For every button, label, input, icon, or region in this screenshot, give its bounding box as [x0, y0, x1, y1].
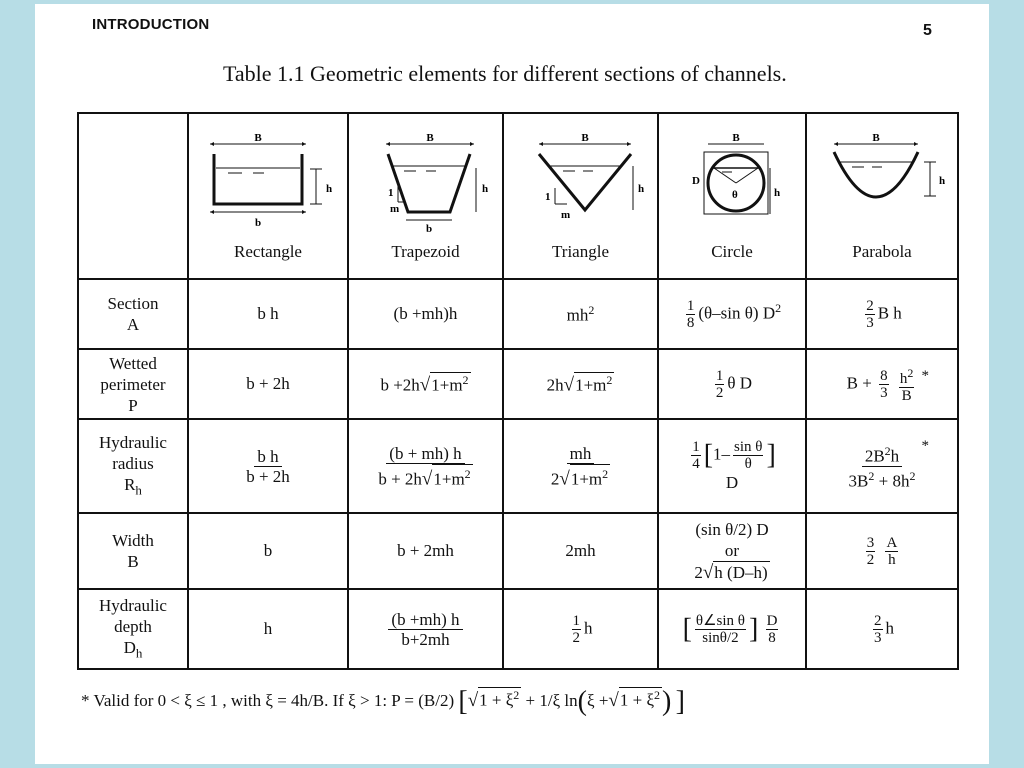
label-theta: θ	[732, 189, 738, 201]
cell-circ-area	[658, 279, 806, 349]
denominator: 8	[768, 629, 776, 646]
cell-tri-radius	[503, 419, 658, 513]
fraction	[885, 535, 898, 568]
label-one: 1	[544, 191, 550, 203]
radicand: h (D–h)	[714, 563, 768, 582]
cell-tri-area	[503, 279, 658, 349]
cell-para-area	[806, 279, 958, 349]
shape-cell-trapezoid	[348, 113, 503, 279]
denominator: sinθ/2	[702, 629, 739, 646]
label-b: b	[254, 217, 262, 229]
row-header-area	[78, 279, 188, 349]
cell-circ-width	[658, 513, 806, 589]
fraction	[548, 444, 613, 489]
formula-text: 1–	[713, 444, 731, 464]
numerator: (b + mh) h	[386, 444, 464, 464]
cell-trap-perimeter	[348, 349, 503, 419]
numerator: (b +mh) h	[388, 610, 462, 630]
shape-label-triangle: Triangle	[552, 242, 609, 261]
denominator: 2	[866, 551, 875, 568]
fraction	[733, 439, 763, 472]
label-one: 1	[387, 187, 393, 199]
shape-label-circle: Circle	[711, 242, 753, 261]
fraction	[766, 613, 779, 646]
page-number: 5	[923, 22, 932, 39]
radicand	[430, 372, 470, 396]
shape-cell-rectangle	[188, 113, 348, 279]
formula-text: 3B	[848, 471, 869, 491]
numerator: 1	[572, 612, 580, 629]
denominator	[548, 464, 613, 489]
fraction	[691, 439, 701, 472]
sqrt-icon: √	[563, 374, 575, 396]
fraction	[686, 298, 696, 331]
denominator: b + 2h	[246, 466, 290, 486]
numerator: 2	[874, 612, 882, 629]
label-B: B	[872, 132, 880, 144]
table-row	[78, 113, 958, 279]
formula-text: mh	[566, 305, 589, 325]
cell-rect-perimeter: b + 2h	[188, 349, 348, 419]
subscript: h	[135, 482, 142, 498]
row-symbol: A	[126, 315, 140, 334]
exponent: 2	[602, 466, 609, 481]
formula-text: (θ–sin θ) D	[698, 302, 776, 322]
formula-text: B +	[846, 372, 872, 392]
denominator: B	[901, 387, 912, 404]
fraction	[846, 442, 919, 490]
row-label: Hydraulic	[99, 595, 167, 615]
cell-rect-depth: h	[188, 589, 348, 669]
numerator: 8	[880, 367, 888, 384]
denominator: 2	[572, 629, 580, 646]
formula-text: h	[584, 617, 593, 637]
table-row	[78, 513, 958, 589]
exponent: 2	[464, 466, 471, 481]
numerator: 1	[715, 367, 724, 384]
cell-trap-depth	[348, 589, 503, 669]
table-row	[78, 589, 958, 669]
label-h: h	[326, 183, 333, 195]
cell-para-depth	[806, 589, 958, 669]
exponent: 2	[588, 302, 595, 317]
row-header-width	[78, 513, 188, 589]
formula-text: 1+m	[433, 469, 465, 489]
label-h: h	[637, 183, 644, 195]
left-paren-icon: (	[577, 686, 587, 717]
row-header-radius	[78, 419, 188, 513]
label-B: B	[732, 132, 740, 144]
cell-para-radius	[806, 419, 958, 513]
right-bracket-icon: ]	[675, 686, 685, 717]
label-B: B	[580, 132, 589, 144]
cell-para-perimeter	[806, 349, 958, 419]
section-header: INTRODUCTION	[92, 16, 210, 33]
exponent: 2	[884, 443, 891, 458]
exponent: 2	[654, 688, 661, 703]
shape-label-parabola: Parabola	[852, 242, 912, 261]
radicand	[478, 687, 521, 711]
table-row	[78, 349, 958, 419]
cell-circ-depth	[658, 589, 806, 669]
denominator: b+2mh	[401, 629, 450, 649]
exponent: 2	[513, 688, 520, 703]
label-h: h	[939, 175, 946, 187]
row-symbol: B	[127, 552, 139, 571]
formula-text: R	[124, 474, 136, 494]
radicand	[619, 687, 662, 711]
formula-text: 1 + ξ	[479, 690, 514, 710]
sqrt-icon: √	[467, 689, 479, 711]
formula-text: h	[890, 446, 900, 466]
cell-rect-radius	[188, 419, 348, 513]
formula-text: h	[899, 370, 908, 387]
fraction	[695, 613, 746, 646]
cell-circ-radius	[658, 419, 806, 513]
formula-line	[659, 561, 805, 583]
formula-text: 2	[550, 469, 560, 489]
shape-cell-parabola	[806, 113, 958, 279]
cell-rect-width: b	[188, 513, 348, 589]
formula-text: + 8h	[874, 471, 910, 491]
table-caption: Table 1.1 Geometric elements for different sections of channels.	[223, 61, 787, 86]
geometric-elements-table	[77, 112, 959, 670]
cell-circ-perimeter	[658, 349, 806, 419]
formula-text: 1+m	[575, 375, 607, 395]
right-bracket-icon: ]	[766, 439, 776, 471]
numerator: D	[766, 612, 778, 629]
left-bracket-icon: [	[458, 686, 468, 717]
cell-rect-area: b h	[188, 279, 348, 349]
cell-tri-depth	[503, 589, 658, 669]
label-m: m	[560, 209, 570, 221]
denominator: h	[888, 551, 896, 568]
formula-text: 2B	[864, 446, 885, 466]
right-paren-icon: )	[662, 686, 672, 717]
exponent: 2	[606, 372, 613, 387]
fraction	[866, 535, 876, 568]
formula-text: (sin θ/2) D	[695, 520, 769, 539]
parabola-section-diagram	[812, 132, 952, 242]
sqrt-icon: √	[559, 468, 570, 490]
numerator: 1	[686, 297, 695, 314]
label-h: h	[481, 183, 488, 195]
denominator: 8	[686, 314, 695, 331]
row-label: Wetted	[109, 353, 157, 373]
row-label: perimeter	[100, 374, 166, 394]
denominator: 3	[866, 314, 874, 331]
formula-text: h	[885, 617, 894, 637]
row-label: Width	[112, 531, 154, 550]
footnote-marker: *	[921, 438, 929, 454]
cell-tri-perimeter	[503, 349, 658, 419]
label-B: B	[254, 132, 262, 144]
label-m: m	[389, 203, 399, 215]
numerator: 1	[692, 439, 700, 455]
numerator: 3	[866, 534, 875, 551]
formula-text: D	[123, 637, 136, 657]
numerator: sin θ	[734, 439, 763, 455]
sqrt-icon: √	[419, 374, 431, 396]
exponent: 2	[909, 468, 916, 483]
row-header-depth	[78, 589, 188, 669]
shape-label-trapezoid: Trapezoid	[391, 242, 460, 261]
footnote-text: * Valid for 0 < ξ ≤ 1 , with ξ = 4h/B. If ξ > 1: P = (B/2)	[81, 690, 455, 710]
exponent: 2	[907, 365, 914, 380]
exponent: 2	[775, 300, 782, 315]
row-symbol: P	[128, 395, 138, 415]
numerator: mh	[567, 444, 595, 464]
rectangle-section-diagram	[198, 132, 338, 242]
row-label: Hydraulic	[99, 432, 167, 452]
label-b: b	[425, 223, 432, 235]
formula-text: b +2h	[380, 375, 420, 395]
subscript: h	[135, 645, 143, 661]
formula-text: 1 + ξ	[619, 690, 655, 710]
footnote-marker: *	[921, 368, 929, 384]
formula-text: b + 2h	[378, 469, 422, 489]
formula-text: 1+m	[431, 375, 463, 395]
left-bracket-icon: [	[703, 439, 714, 471]
cell-tri-width: 2mh	[503, 513, 658, 589]
row-label: radius	[112, 453, 154, 473]
row-label: Section	[107, 294, 159, 313]
sqrt-icon: √	[608, 689, 619, 711]
numerator	[899, 365, 915, 388]
fraction	[899, 365, 915, 404]
fraction	[865, 298, 875, 331]
fraction	[715, 368, 725, 401]
document-page	[35, 4, 989, 764]
exponent: 2	[462, 372, 469, 387]
exponent: 2	[868, 468, 875, 483]
denominator: 3	[880, 384, 888, 401]
formula-text: B h	[877, 302, 902, 322]
table-footnote	[81, 686, 685, 718]
sqrt-icon: √	[702, 562, 714, 583]
sqrt-icon: √	[421, 468, 433, 490]
fraction	[879, 368, 889, 401]
fraction	[572, 613, 582, 646]
denominator	[846, 467, 919, 491]
formula-text: θ D	[727, 372, 753, 392]
right-bracket-icon: ]	[748, 613, 759, 644]
numerator: A	[886, 534, 898, 551]
numerator	[862, 442, 902, 467]
trapezoid-section-diagram	[356, 132, 496, 242]
formula-text: 2h	[546, 375, 564, 395]
formula-text: ξ +	[587, 690, 609, 710]
row-symbol	[79, 637, 187, 663]
circle-section-diagram	[662, 132, 802, 242]
radicand	[574, 372, 614, 396]
radicand	[570, 464, 610, 489]
row-symbol	[79, 474, 187, 500]
formula-text: D	[725, 473, 739, 492]
denominator: 2	[715, 384, 724, 401]
shape-cell-triangle	[503, 113, 658, 279]
formula-text: or	[724, 541, 740, 560]
cell-trap-width: b + 2mh	[348, 513, 503, 589]
numerator: 2	[866, 297, 874, 314]
label-D: D	[692, 175, 700, 187]
formula-text: 2	[694, 563, 703, 582]
fraction	[243, 447, 293, 486]
label-B: B	[425, 132, 434, 144]
formula-text: + 1/ξ ln	[521, 690, 578, 710]
table-row	[78, 279, 958, 349]
corner-cell	[78, 113, 188, 279]
fraction	[873, 613, 883, 646]
row-header-perimeter	[78, 349, 188, 419]
denominator: 3	[874, 629, 882, 646]
row-label: depth	[114, 616, 152, 636]
cell-para-width	[806, 513, 958, 589]
table-row	[78, 419, 958, 513]
numerator: θ∠sin θ	[695, 612, 745, 629]
cell-trap-radius	[348, 419, 503, 513]
numerator: b h	[254, 447, 281, 467]
fraction	[375, 444, 475, 489]
denominator	[375, 464, 475, 489]
fraction	[388, 610, 462, 649]
shape-label-rectangle: Rectangle	[234, 242, 302, 261]
denominator: 4	[692, 456, 700, 472]
denominator: θ	[744, 456, 752, 472]
formula-text: 1+m	[570, 469, 603, 489]
cell-trap-area: (b +mh)h	[348, 279, 503, 349]
shape-cell-circle	[658, 113, 806, 279]
label-h: h	[774, 187, 781, 199]
radicand	[432, 464, 472, 489]
left-bracket-icon: [	[682, 613, 692, 644]
triangle-section-diagram	[511, 132, 651, 242]
